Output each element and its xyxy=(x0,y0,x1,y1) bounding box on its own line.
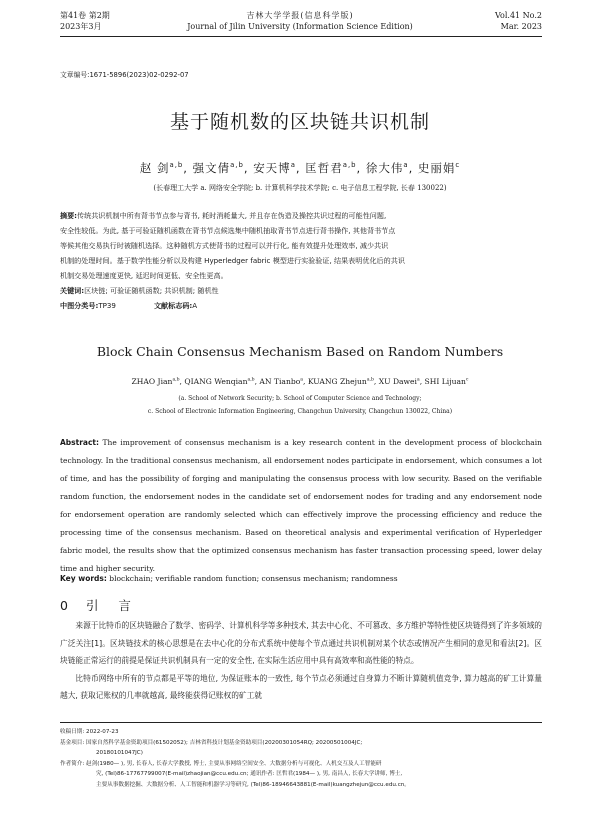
article-id: 文章编号:1671-5896(2023)02-0292-07 xyxy=(60,71,189,79)
footnote-bio-cont: 主要从事数据挖掘、大数据分析、人工智能和机器学习等研究, (Tel)86-18946643881(E-mail)kuangzhejun@ccu.edu.cn。 xyxy=(96,781,410,788)
author-en: KUANG Zhejun$^{a,b}$ xyxy=(307,377,374,386)
intro-body xyxy=(60,617,542,705)
abstract-cn-line: 机制交易处理速度更快, 延迟时间更低、安全性更高。 xyxy=(60,271,228,280)
abstract-cn-line: 传统共识机制中所有背书节点参与背书, 耗时消耗量大, 并且存在伪造及操控共识过程的可能性问题, xyxy=(77,211,387,220)
keywords-en-value: blockchain; verifiable random function; consensus mechanism; randomness xyxy=(109,574,398,583)
author-en: AN Tianbo$^a$ xyxy=(259,377,303,386)
abstract-cn-label: 摘要: xyxy=(60,211,78,220)
footnotes xyxy=(60,727,542,790)
footnote-bio-cont: 究, (Tel)86-17767799007(E-mail)zhaojian@ccu.edu.cn; 通讯作者: 匡哲君(1984— ), 男, 南昌人, 长春大学讲师, 博士, xyxy=(96,771,403,777)
title-cn: 基于随机数的区块链共识机制 xyxy=(169,111,430,133)
title-en: Block Chain Consensus Mechanism Based on Random Numbers xyxy=(96,344,504,359)
intro-paragraph-1: 来源于比特币的区块链融合了数学、密码学、计算机科学等多种技术, 其去中心化、不可篡改、多方维护等特性使区块链得到了许多领域的广泛关注[1]。区块链技术的核心思想是在去中心化的分布式系统中使每个节点通过共识机制对某个状态或情况产生相同的意见和看法[2]。区块链能正常运行的前提是保证共识机制具有一定的安全性, 在实际生活应用中具有高效率和高性能的特点。 xyxy=(60,621,542,665)
intro-paragraph-2: 比特币网络中所有的节点都是平等的地位, 为保证账本的一致性, 每个节点必须通过自身算力不断计算随机值竞争, 算力越高的矿工计算量越大, 获取记账权的几率就越高, 最终能获得记账权的矿工就 xyxy=(60,673,542,700)
classification: 中图分类号:TP39 文献标志码:A xyxy=(60,301,198,310)
author-cn: 强文倩$^{a,b}$ xyxy=(192,161,244,175)
abstract-cn-line: 安全性较低。为此, 基于可验证随机函数在背书节点候选集中随机抽取背书节点进行背书操作, 其他背书节点 xyxy=(60,226,396,235)
date-cn: 2023年3月 xyxy=(60,22,102,31)
footnote-received: 收稿日期: 2022-07-23 xyxy=(60,729,119,735)
author-en: SHI Lijuan$^c$ xyxy=(424,377,469,386)
abstract-cn-line: 机制的处理时间。基于数学性能分析以及构建 Hyperledger fabric 模型进行实验验证, 结果表明优化后的共识 xyxy=(60,256,405,265)
volume-en: Vol.41 No.2 xyxy=(495,11,542,20)
affiliation-en-1: (a. School of Network Security; b. School of Computer Science and Technology; xyxy=(178,395,422,402)
author-cn: 匡哲君$^{a,b}$ xyxy=(305,161,357,175)
volume-cn: 第41卷 第2期 xyxy=(60,11,110,20)
keywords-cn: 关键词:区块链; 可验证随机函数; 共识机制; 随机性 xyxy=(60,286,219,295)
authors-en: ZHAO Jian$^{a,b}$, QIANG Wenqian$^{a,b}$, AN Tianbo$^a$, KUANG Zhejun$^{a,b}$, XU Dawei$^a$, SHI Lijuan$^c$ xyxy=(131,377,469,386)
section-heading: 0 引 言 xyxy=(60,598,139,613)
footnote-fund: 基金项目: 国家自然科学基金资助项目(61502052); 吉林省科技计划基金资助项目(20200301054RQ; 20200501004JC; xyxy=(60,739,363,746)
author-cn: 史丽娟$^c$ xyxy=(417,161,461,175)
journal-cn: 吉林大学学报(信息科学版) xyxy=(246,11,354,20)
author-en: ZHAO Jian$^{a,b}$ xyxy=(131,377,180,386)
abstract-en-text: The improvement of consensus mechanism is a key research content in the development process of blockchain technology. In the traditional consensus mechanism, all endorsement nodes participate in endorsement, which consumes a lot of time, and has the possibility of forging and manipulating the consensus process with low security. Based on the verifiable random function, the endorsement nodes in the candidate set of endorsement nodes for trading and any endorsement node for endorsement operation are randomly selected which can effectively improve the processing efficiency and reduce the processing time of the consensus mechanism. Based on theoretical analysis and experimental verification of Hyperledger fabric model, the results show that the optimized consensus mechanism has faster transaction processing speed, lower delay time and higher security. xyxy=(60,438,542,573)
date-en: Mar. 2023 xyxy=(500,22,542,31)
author-cn: 安天博$^a$ xyxy=(253,161,296,175)
header-right xyxy=(495,10,542,32)
author-cn: 徐大伟$^a$ xyxy=(365,161,409,175)
header-rule xyxy=(60,36,542,37)
journal-en: Journal of Jilin University (Information Science Edition) xyxy=(187,22,413,31)
keywords-en-label: Key words: xyxy=(60,574,107,583)
authors-cn: 赵 剑$^{a,b}$, 强文倩$^{a,b}$, 安天博$^a$, 匡哲君$^{a,b}$, 徐大伟$^a$, 史丽娟$^c$ xyxy=(139,161,461,175)
footnote-fund-cont: 20180101047JC) xyxy=(96,750,143,756)
abstract-en xyxy=(60,434,542,578)
author-en: QIANG Wenqian$^{a,b}$ xyxy=(184,377,255,386)
keywords-en xyxy=(60,574,542,583)
affiliation-cn: (长春理工大学 a. 网络安全学院; b. 计算机科学技术学院; c. 电子信息工程学院, 长春 130022) xyxy=(153,184,447,192)
footnote-bio: 作者简介: 赵剑(1980— ), 男, 长春人, 长春大学教授, 博士, 主要从事网络空间安全、大数据分析与可视化、人机交互及人工智能研 xyxy=(60,760,382,767)
abstract-cn xyxy=(60,208,542,313)
author-cn: 赵 剑$^{a,b}$ xyxy=(139,161,184,175)
footnote-rule xyxy=(60,722,542,723)
abstract-en-label: Abstract: xyxy=(60,438,100,447)
author-en: XU Dawei$^a$ xyxy=(378,377,420,386)
abstract-cn-line: 等候其他交易执行时被随机选择。这种随机方式使背书的过程可以并行化, 能有效提升处理效率, 减少共识 xyxy=(60,241,389,250)
affiliation-en-2: c. School of Electronic Information Engineering, Changchun University, Changchun 130022, China) xyxy=(147,408,453,415)
